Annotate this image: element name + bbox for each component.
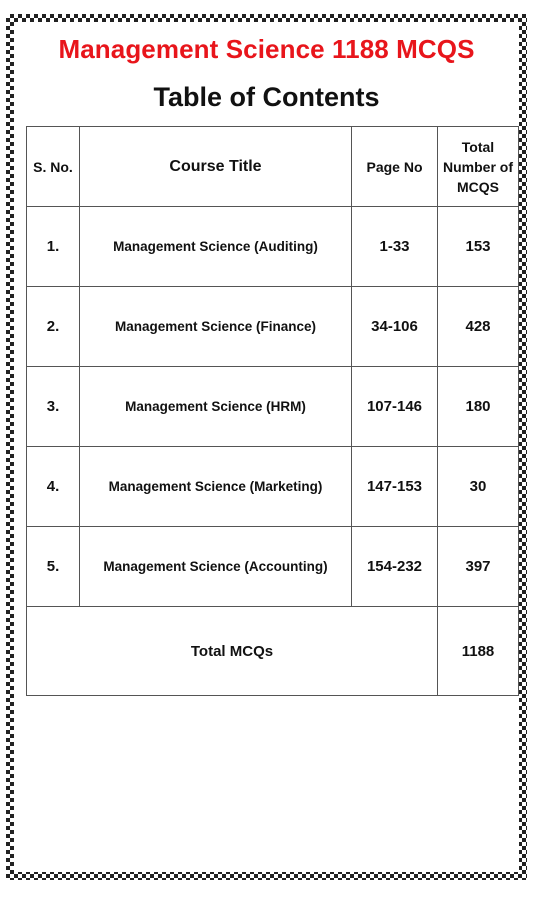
total-value: 1188 [438, 607, 519, 696]
cell-course-title: Management Science (Accounting) [80, 527, 352, 607]
header-course-title: Course Title [80, 127, 352, 207]
page-content [14, 22, 519, 872]
header-page-no: Page No [352, 127, 438, 207]
total-label: Total MCQs [27, 607, 438, 696]
cell-course-title: Management Science (HRM) [80, 367, 352, 447]
table-row [27, 527, 519, 607]
cell-total-mcqs: 153 [438, 207, 519, 287]
cell-course-title: Management Science (Marketing) [80, 447, 352, 527]
cell-page-no: 1-33 [352, 207, 438, 287]
table-row [27, 287, 519, 367]
checkered-border-frame [6, 14, 527, 880]
cell-sno: 3. [27, 367, 80, 447]
cell-page-no: 107-146 [352, 367, 438, 447]
cell-page-no: 154-232 [352, 527, 438, 607]
header-total-mcqs: Total Number of MCQS [438, 127, 519, 207]
cell-sno: 4. [27, 447, 80, 527]
cell-course-title: Management Science (Finance) [80, 287, 352, 367]
cell-sno: 2. [27, 287, 80, 367]
cell-page-no: 34-106 [352, 287, 438, 367]
cell-total-mcqs: 397 [438, 527, 519, 607]
cell-total-mcqs: 180 [438, 367, 519, 447]
cell-sno: 5. [27, 527, 80, 607]
table-row [27, 367, 519, 447]
cell-total-mcqs: 428 [438, 287, 519, 367]
table-row [27, 447, 519, 527]
cell-total-mcqs: 30 [438, 447, 519, 527]
document-title: Management Science 1188 MCQS [58, 34, 475, 64]
cell-page-no: 147-153 [352, 447, 438, 527]
document-subtitle: Table of Contents [153, 82, 380, 112]
header-sno: S. No. [27, 127, 80, 207]
contents-table [26, 126, 519, 696]
table-header-row [27, 127, 519, 207]
table-row [27, 207, 519, 287]
table-total-row [27, 607, 519, 696]
cell-course-title: Management Science (Auditing) [80, 207, 352, 287]
cell-sno: 1. [27, 207, 80, 287]
